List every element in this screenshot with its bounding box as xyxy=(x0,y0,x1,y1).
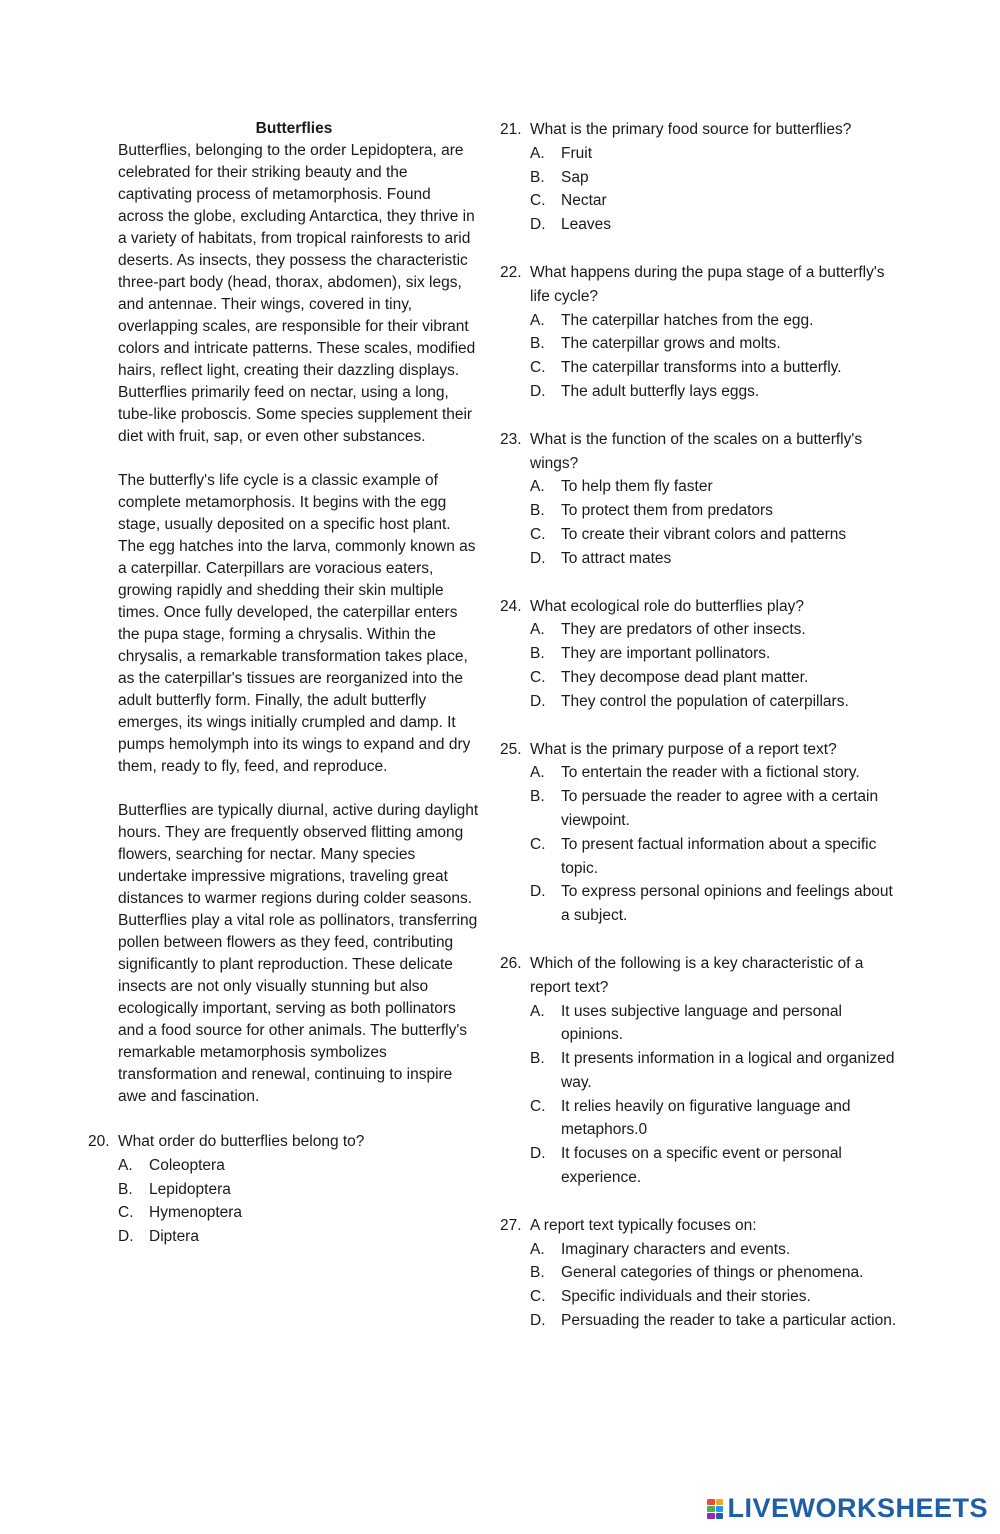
option-text: To help them fly faster xyxy=(561,478,713,496)
option-letter: A. xyxy=(530,1240,545,1258)
option-letter: A. xyxy=(118,1156,133,1174)
option-letter: A. xyxy=(530,144,545,162)
question-text: Which of the following is a key characteristic of a report text? xyxy=(530,954,864,996)
answer-option[interactable] xyxy=(530,356,900,380)
option-letter: B. xyxy=(530,335,545,353)
option-letter: C. xyxy=(530,1288,546,1306)
question-header xyxy=(500,738,900,762)
answer-option[interactable] xyxy=(530,547,900,571)
passage-paragraph: Butterflies are typically diurnal, active during daylight hours. They are frequently observed flitting among flowers, searching for nectar. Many species undertake impressive migrations, traveling great distances to warmer regions during colder seasons. Butterflies play a vital role as pollinators, transferring pollen between flowers as they feed, contributing significantly to plant reproduction. These delicate insects are not only visually stunning but also ecologically important, serving as both pollinators and a food source for other animals. The butterfly's remarkable metamorphosis symbolizes transformation and renewal, continuing to inspire awe and fascination. xyxy=(118,802,479,1105)
answer-option[interactable] xyxy=(530,380,900,404)
option-letter: B. xyxy=(530,788,545,806)
option-text: It focuses on a specific event or personal experience. xyxy=(561,1145,842,1187)
option-text: To persuade the reader to agree with a certain viewpoint. xyxy=(561,788,879,829)
logo-mark-tile xyxy=(716,1506,724,1512)
option-text: Imaginary characters and events. xyxy=(561,1240,791,1258)
option-text: They control the population of caterpillars. xyxy=(561,692,849,710)
option-text: It uses subjective language and personal opinions. xyxy=(561,1002,842,1044)
question-number: 20. xyxy=(88,1133,110,1150)
option-text: Coleoptera xyxy=(149,1156,225,1174)
question-header xyxy=(500,118,900,142)
answer-options xyxy=(500,309,900,404)
option-text: To present factual information about a specific topic. xyxy=(561,835,877,877)
question-number: 21. xyxy=(500,121,522,138)
option-letter: A. xyxy=(530,478,545,496)
logo-text: LIVEWORKSHEETS xyxy=(727,1493,988,1523)
question-header xyxy=(500,261,900,309)
question-text: A report text typically focuses on: xyxy=(530,1216,757,1234)
left-question-list xyxy=(88,1130,480,1249)
logo-mark-tile xyxy=(707,1499,715,1505)
option-letter: B. xyxy=(530,1050,545,1068)
option-letter: B. xyxy=(530,1264,545,1282)
answer-options xyxy=(500,1000,900,1190)
option-text: The caterpillar transforms into a butterfly. xyxy=(561,359,842,377)
question-text: What is the function of the scales on a butterfly's wings? xyxy=(530,430,863,472)
answer-option[interactable] xyxy=(530,880,900,928)
option-text: To attract mates xyxy=(561,549,672,567)
answer-option[interactable] xyxy=(530,1261,900,1285)
answer-option[interactable] xyxy=(530,1285,900,1309)
option-text: They are important pollinators. xyxy=(561,645,771,663)
option-text: They decompose dead plant matter. xyxy=(561,668,809,686)
passage-paragraph: Butterflies, belonging to the order Lepidoptera, are celebrated for their striking beauty and the captivating process of metamorphosis. Found across the globe, excluding Antarctica, they thrive in a variety of habitats, from tropical rainforests to arid deserts. As insects, they possess the characteristic three-part body (head, thorax, abdomen), six legs, and antennae. Their wings, covered in tiny, overlapping scales, are responsible for their vibrant colors and intricate patterns. These scales, modified hairs, reflect light, creating their dazzling displays. Butterflies primarily feed on nectar, using a long, tube-like proboscis. Some species supplement their diet with fruit, sap, or even other substances. xyxy=(118,142,476,445)
answer-option[interactable] xyxy=(530,523,900,547)
answer-option[interactable] xyxy=(118,1178,480,1202)
option-letter: A. xyxy=(530,311,545,329)
answer-options xyxy=(500,1238,900,1333)
option-text: The adult butterfly lays eggs. xyxy=(561,382,760,400)
option-text: They are predators of other insects. xyxy=(561,621,806,639)
option-text: Fruit xyxy=(561,144,592,162)
answer-option[interactable] xyxy=(530,1309,900,1333)
option-letter: D. xyxy=(530,692,546,710)
option-letter: A. xyxy=(530,764,545,782)
option-text: Leaves xyxy=(561,216,611,234)
option-text: It presents information in a logical and organized way. xyxy=(561,1050,895,1091)
question-header xyxy=(500,952,900,1000)
option-letter: B. xyxy=(530,645,545,663)
question-item xyxy=(500,952,900,1190)
option-letter: C. xyxy=(530,835,546,853)
question-header xyxy=(500,595,900,619)
answer-options xyxy=(500,618,900,713)
option-letter: C. xyxy=(530,668,546,686)
option-letter: D. xyxy=(530,382,546,400)
logo-mark-tile xyxy=(716,1513,724,1519)
option-text: Specific individuals and their stories. xyxy=(561,1288,811,1306)
option-letter: C. xyxy=(530,359,546,377)
liveworksheets-logo-icon xyxy=(707,1499,723,1519)
option-text: Sap xyxy=(561,168,589,186)
option-letter: C. xyxy=(530,192,546,210)
option-letter: A. xyxy=(530,1002,545,1020)
answer-option[interactable] xyxy=(530,761,900,785)
option-letter: D. xyxy=(530,883,546,901)
answer-option[interactable] xyxy=(530,166,900,190)
option-text: To entertain the reader with a fictional story. xyxy=(561,764,860,782)
option-text: To protect them from predators xyxy=(561,502,773,520)
answer-option[interactable] xyxy=(530,642,900,666)
question-text: What order do butterflies belong to? xyxy=(118,1133,365,1150)
answer-option[interactable] xyxy=(530,1047,900,1095)
option-letter: B. xyxy=(530,502,545,520)
answer-option[interactable] xyxy=(530,475,900,499)
option-text: Lepidoptera xyxy=(149,1180,231,1198)
option-letter: B. xyxy=(118,1180,133,1198)
left-column xyxy=(88,118,480,1273)
question-number: 22. xyxy=(500,263,522,281)
answer-option[interactable] xyxy=(530,785,900,833)
answer-option[interactable] xyxy=(530,189,900,213)
option-text: Persuading the reader to take a particular action. xyxy=(561,1312,897,1330)
answer-option[interactable] xyxy=(530,142,900,166)
option-text: To create their vibrant colors and patterns xyxy=(561,525,847,543)
answer-options xyxy=(500,475,900,570)
passage-title: Butterflies xyxy=(255,120,333,137)
question-header xyxy=(88,1130,480,1154)
answer-option[interactable] xyxy=(530,666,900,690)
question-item xyxy=(500,261,900,404)
passage-paragraph: The butterfly's life cycle is a classic example of complete metamorphosis. It begins with the egg stage, usually deposited on a specific host plant. The egg hatches into the larva, commonly known as a caterpillar. Caterpillars are voracious eaters, growing rapidly and shedding their skin multiple times. Once fully developed, the caterpillar enters the pupa stage, forming a chrysalis. Within the chrysalis, a remarkable transformation takes place, as the caterpillar's tissues are reorganized into the adult butterfly form. Finally, the adult butterfly emerges, its wings initially crumpled and damp. It pumps hemolymph into its wings to expand and dry them, ready to fly, feed, and reproduce. xyxy=(118,472,476,775)
logo-mark-tile xyxy=(707,1506,715,1512)
reading-passage xyxy=(88,140,480,1108)
answer-option[interactable] xyxy=(530,618,900,642)
question-number: 25. xyxy=(500,740,522,758)
answer-option[interactable] xyxy=(530,1095,900,1143)
question-text: What is the primary purpose of a report text? xyxy=(530,740,837,758)
question-item xyxy=(500,428,900,571)
answer-option[interactable] xyxy=(530,309,900,333)
answer-option[interactable] xyxy=(530,1000,900,1048)
option-letter: C. xyxy=(118,1204,134,1222)
answer-option[interactable] xyxy=(118,1154,480,1178)
answer-options xyxy=(500,761,900,928)
answer-option[interactable] xyxy=(530,1142,900,1190)
option-letter: B. xyxy=(530,168,545,186)
answer-option[interactable] xyxy=(118,1225,480,1249)
answer-option[interactable] xyxy=(530,690,900,714)
logo-mark-tile xyxy=(707,1513,715,1519)
option-text: The caterpillar hatches from the egg. xyxy=(561,311,814,329)
question-item xyxy=(500,1214,900,1333)
option-letter: D. xyxy=(530,216,546,234)
question-header xyxy=(500,1214,900,1238)
liveworksheets-logo xyxy=(707,1493,988,1524)
answer-options xyxy=(500,142,900,237)
question-text: What ecological role do butterflies play? xyxy=(530,597,804,615)
question-number: 27. xyxy=(500,1216,522,1234)
question-text: What happens during the pupa stage of a butterfly's life cycle? xyxy=(530,263,885,305)
question-text: What is the primary food source for butterflies? xyxy=(530,121,852,138)
option-letter: C. xyxy=(530,525,546,543)
option-text: It relies heavily on figurative language and metaphors.0 xyxy=(561,1097,851,1139)
option-letter: D. xyxy=(530,1312,546,1330)
option-letter: D. xyxy=(530,549,546,567)
question-item xyxy=(500,595,900,714)
option-letter: A. xyxy=(530,621,545,639)
option-letter: C. xyxy=(530,1097,546,1115)
option-text: Hymenoptera xyxy=(149,1204,243,1222)
option-text: General categories of things or phenomena. xyxy=(561,1264,864,1282)
answer-option[interactable] xyxy=(530,213,900,237)
option-letter: D. xyxy=(530,1145,546,1163)
answer-option[interactable] xyxy=(530,833,900,881)
answer-option[interactable] xyxy=(118,1201,480,1225)
answer-option[interactable] xyxy=(530,499,900,523)
question-item xyxy=(88,1130,480,1249)
option-text: The caterpillar grows and molts. xyxy=(561,335,781,353)
right-question-list xyxy=(500,118,900,1357)
question-item xyxy=(500,118,900,237)
answer-option[interactable] xyxy=(530,332,900,356)
logo-mark-tile xyxy=(716,1499,724,1505)
question-number: 24. xyxy=(500,597,522,615)
option-text: Diptera xyxy=(149,1228,199,1246)
option-letter: D. xyxy=(118,1228,134,1246)
option-text: To express personal opinions and feelings about a subject. xyxy=(561,883,893,925)
answer-option[interactable] xyxy=(530,1238,900,1262)
option-text: Nectar xyxy=(561,192,607,210)
question-header xyxy=(500,428,900,476)
question-item xyxy=(500,738,900,928)
question-number: 26. xyxy=(500,954,522,972)
answer-options xyxy=(88,1154,480,1249)
question-number: 23. xyxy=(500,430,522,448)
